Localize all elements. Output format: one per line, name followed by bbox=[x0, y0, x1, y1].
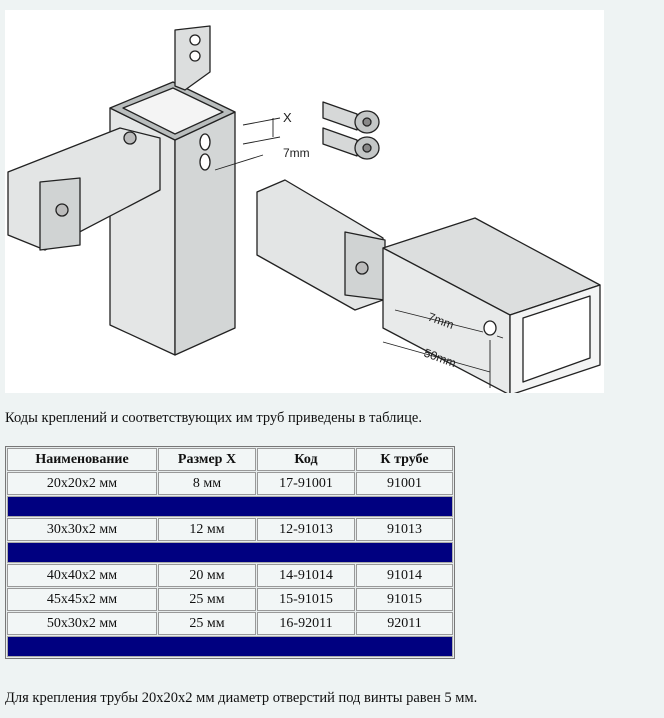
label-7mm-top: 7mm bbox=[283, 146, 310, 160]
cell-code: 14-91014 bbox=[257, 564, 355, 587]
cell-name: 40x40x2 мм bbox=[7, 564, 157, 587]
header-to-pipe: К трубе bbox=[356, 448, 453, 471]
cell-to-pipe: 92011 bbox=[356, 612, 453, 635]
cell-name: 20x20x2 мм bbox=[7, 472, 157, 495]
header-size-x: Размер X bbox=[158, 448, 256, 471]
header-code: Код bbox=[257, 448, 355, 471]
screw-1 bbox=[323, 102, 379, 133]
separator-bar bbox=[7, 496, 453, 517]
separator-bar-row bbox=[7, 542, 453, 563]
separator-bar-row bbox=[7, 636, 453, 657]
cell-to-pipe: 91014 bbox=[356, 564, 453, 587]
cell-size-x: 8 мм bbox=[158, 472, 256, 495]
cell-code: 17-91001 bbox=[257, 472, 355, 495]
header-name: Наименование bbox=[7, 448, 157, 471]
table-header-row bbox=[7, 448, 453, 471]
separator-bar bbox=[7, 542, 453, 563]
cell-size-x: 20 мм bbox=[158, 564, 256, 587]
cell-code: 12-91013 bbox=[257, 518, 355, 541]
separator-bar-row bbox=[7, 496, 453, 517]
cell-size-x: 12 мм bbox=[158, 518, 256, 541]
label-50mm: 50mm bbox=[421, 345, 459, 371]
assembly-drawing-svg bbox=[5, 10, 604, 393]
cell-to-pipe: 91001 bbox=[356, 472, 453, 495]
table-row bbox=[7, 564, 453, 587]
intro-text: Коды креплений и соответствующих им труб приведены в таблице. bbox=[5, 410, 422, 426]
cell-name: 45x45x2 мм bbox=[7, 588, 157, 611]
cell-size-x: 25 мм bbox=[158, 588, 256, 611]
cell-name: 50x30x2 мм bbox=[7, 612, 157, 635]
cell-to-pipe: 91013 bbox=[356, 518, 453, 541]
cell-code: 15-91015 bbox=[257, 588, 355, 611]
label-x: X bbox=[283, 110, 292, 125]
separator-bar bbox=[7, 636, 453, 657]
assembly-drawing bbox=[5, 10, 604, 393]
spec-table bbox=[5, 446, 455, 659]
table-row bbox=[7, 588, 453, 611]
table-row bbox=[7, 472, 453, 495]
footer-text: Для крепления трубы 20x20x2 мм диаметр отверстий под винты равен 5 мм. bbox=[5, 690, 478, 706]
cell-name: 30x30x2 мм bbox=[7, 518, 157, 541]
cell-size-x: 25 мм bbox=[158, 612, 256, 635]
label-7mm-bottom: 7mm bbox=[425, 309, 456, 332]
table-row bbox=[7, 518, 453, 541]
table-row bbox=[7, 612, 453, 635]
cell-code: 16-92011 bbox=[257, 612, 355, 635]
cell-to-pipe: 91015 bbox=[356, 588, 453, 611]
